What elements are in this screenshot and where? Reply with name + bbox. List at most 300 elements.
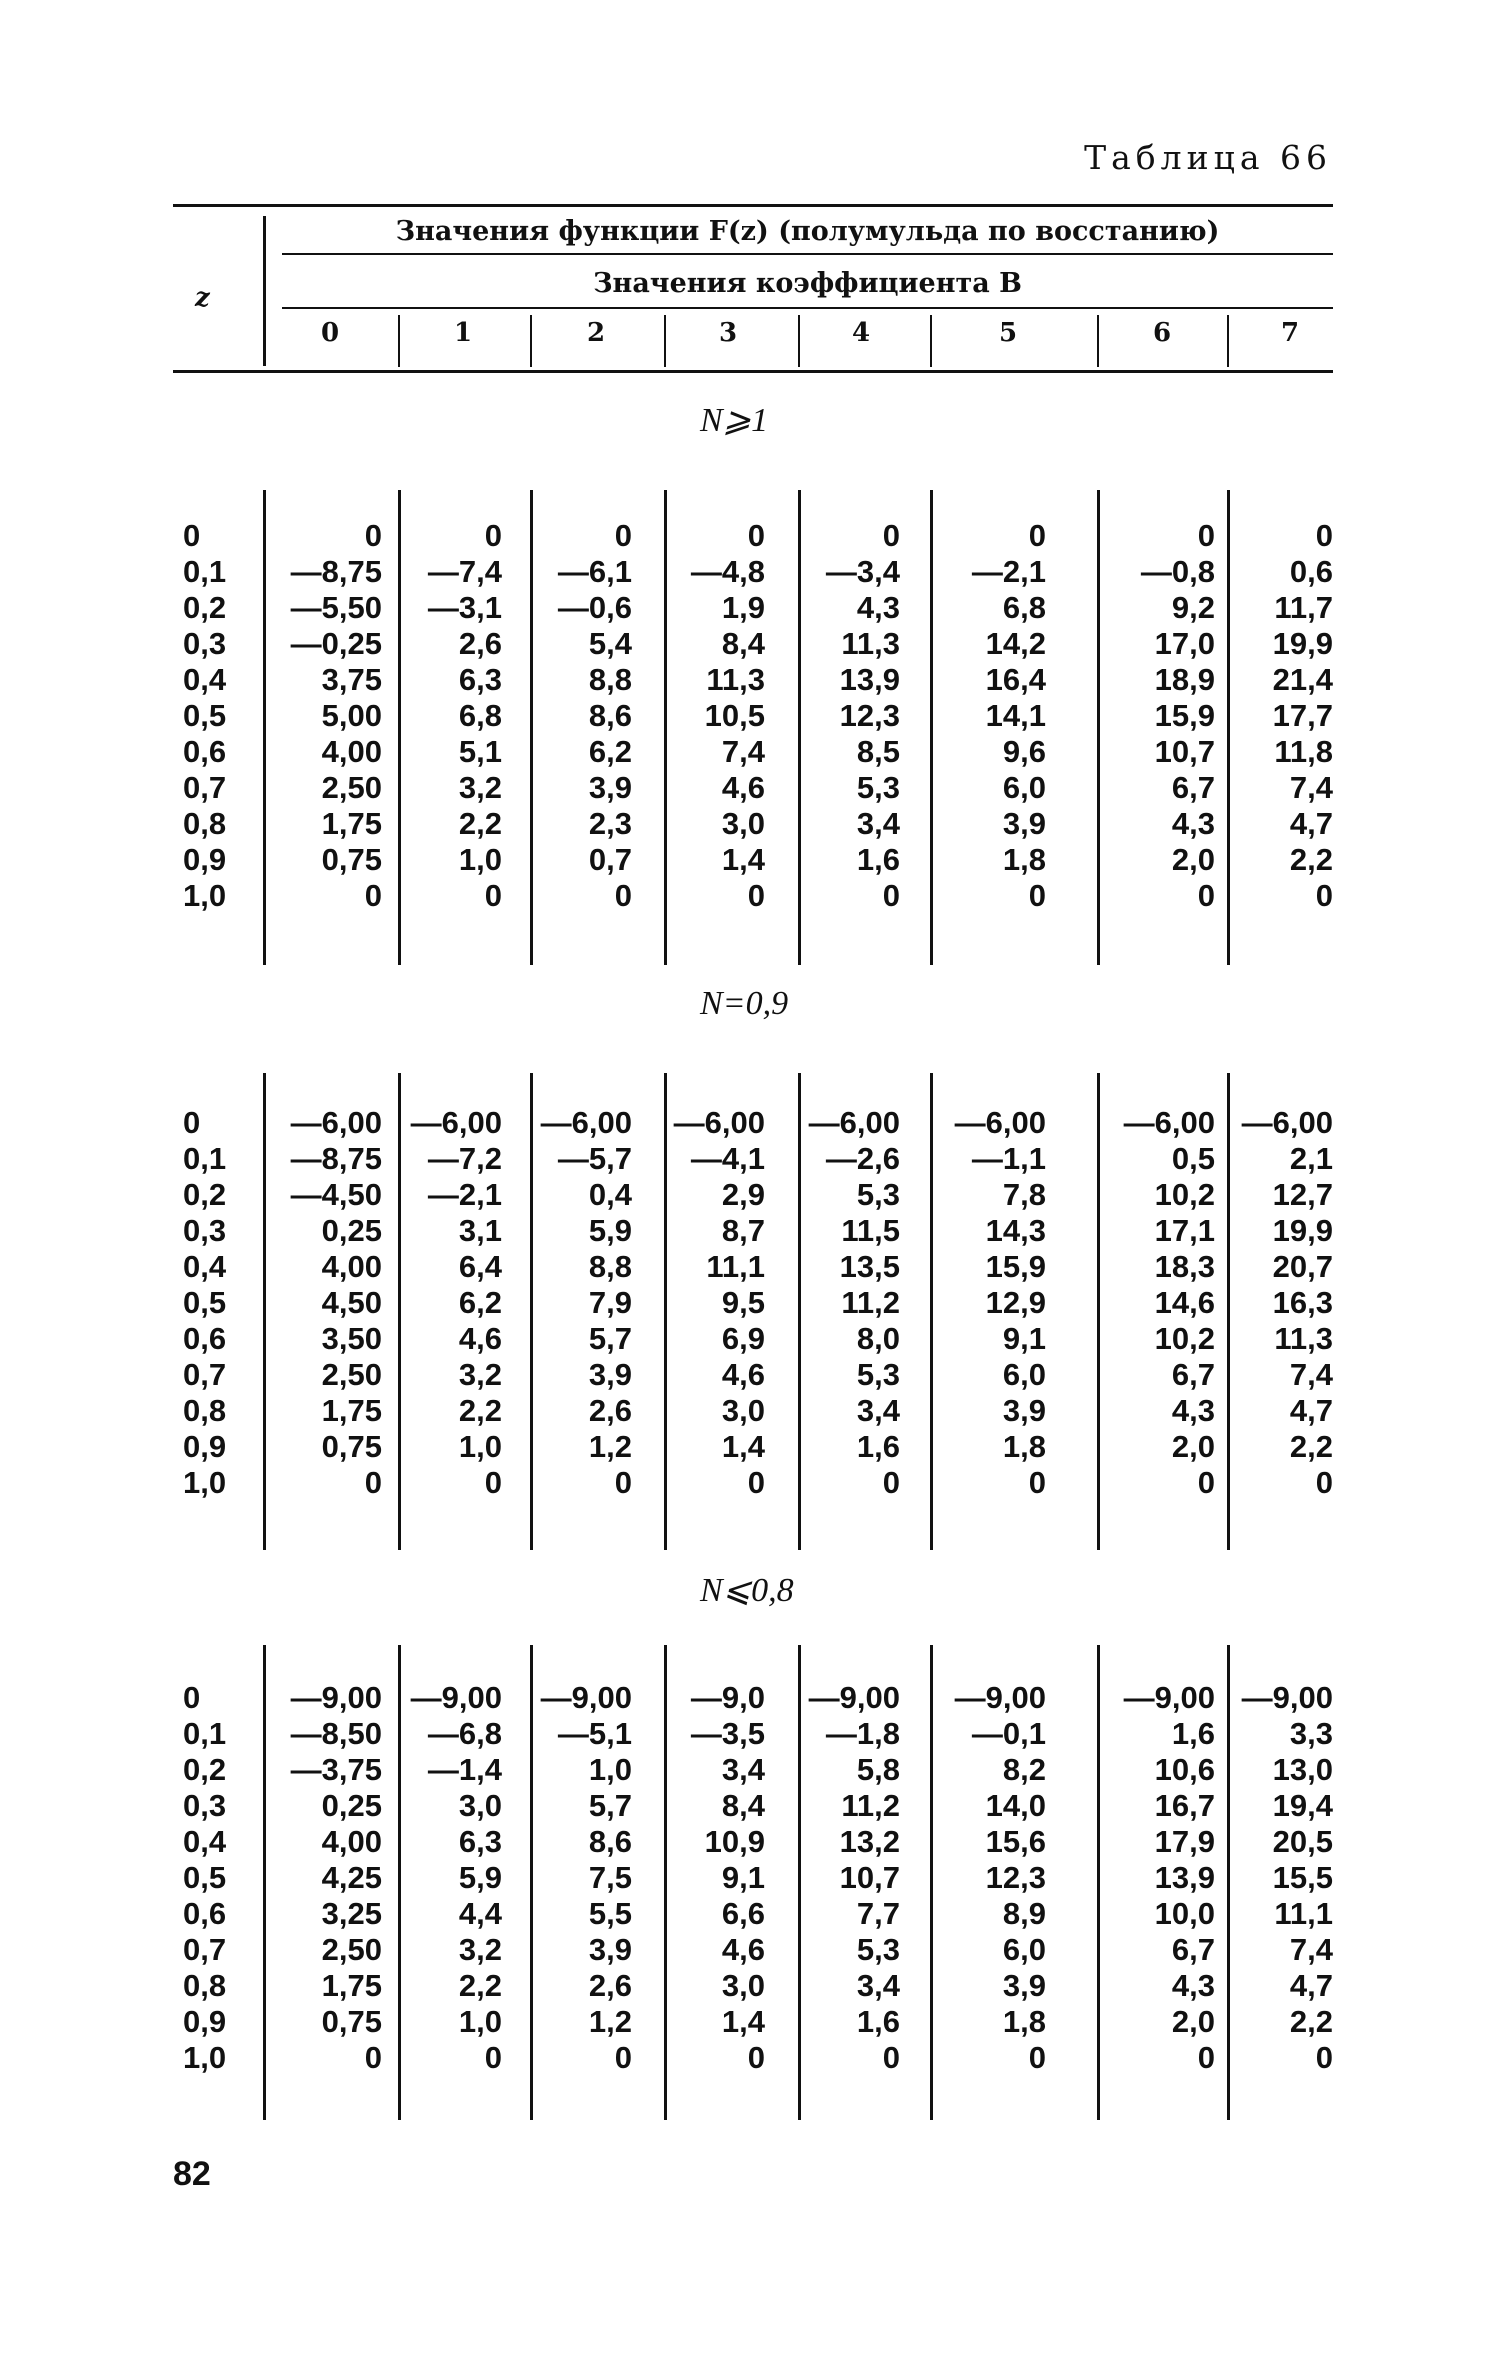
table-cell: 8,6 — [588, 1824, 632, 1859]
table-cell: 17,1 — [1154, 1213, 1215, 1248]
table-cell: 6,6 — [721, 1896, 765, 1931]
table-cell: 7,8 — [1002, 1177, 1046, 1212]
table-cell: 14,0 — [985, 1788, 1046, 1823]
z-cell: 0,2 — [183, 1752, 227, 1787]
table-cell: 13,0 — [1272, 1752, 1333, 1787]
table-cell: 6,4 — [458, 1249, 502, 1284]
value-column-6 — [1090, 518, 1215, 914]
table-cell: 0,6 — [1289, 554, 1333, 589]
table-cell: 3,9 — [588, 1357, 632, 1392]
table-cell: 7,9 — [588, 1285, 632, 1320]
table-cell: 7,4 — [1289, 770, 1333, 805]
table-cell: 3,9 — [1002, 806, 1046, 841]
table-cell: 0 — [1197, 2040, 1215, 2075]
table-cell: 0 — [1315, 1465, 1333, 1500]
column-header-divider — [664, 315, 666, 367]
z-cell: 0 — [183, 518, 201, 553]
value-column-6 — [1090, 1680, 1215, 2076]
table-cell: 11,3 — [841, 626, 900, 661]
table-cell: 12,3 — [839, 698, 900, 733]
table-cell: —8,75 — [290, 554, 382, 589]
table-cell: —9,00 — [954, 1680, 1046, 1715]
value-column-7 — [1208, 518, 1333, 914]
table-cell: 7,5 — [588, 1860, 632, 1895]
table-cell: 1,9 — [721, 590, 765, 625]
table-cell: 0,75 — [321, 842, 382, 877]
table-cell: 2,6 — [458, 626, 502, 661]
table-cell: —9,00 — [540, 1680, 632, 1715]
table-cell: 15,6 — [985, 1824, 1046, 1859]
table-cell: 0 — [484, 1465, 502, 1500]
table-cell: 0,25 — [321, 1788, 382, 1823]
value-column-0 — [257, 1105, 382, 1501]
table-cell: 16,3 — [1272, 1285, 1333, 1320]
table-cell: —0,8 — [1140, 554, 1215, 589]
table-cell: 8,0 — [856, 1321, 900, 1356]
table-label: Таблица 66 — [1084, 138, 1332, 177]
z-cell: 0,7 — [183, 1357, 227, 1392]
z-cell: 0,2 — [183, 1177, 227, 1212]
table-cell: 11,3 — [706, 662, 765, 697]
table-cell: 4,00 — [321, 1824, 382, 1859]
table-cell: 0 — [1028, 2040, 1046, 2075]
column-header-divider — [530, 315, 532, 367]
table-cell: 0 — [364, 2040, 382, 2075]
table-cell: 1,75 — [321, 1968, 382, 2003]
table-cell: 8,8 — [588, 1249, 632, 1284]
value-column-0 — [257, 518, 382, 914]
table-cell: 3,3 — [1289, 1716, 1333, 1751]
table-cell: 3,9 — [1002, 1968, 1046, 2003]
table-cell: —6,00 — [1241, 1105, 1333, 1140]
column-header-7: 7 — [1280, 318, 1300, 348]
table-cell: 0 — [747, 878, 765, 913]
table-cell: 0 — [882, 2040, 900, 2075]
section-title: N⩽0,8 — [700, 1572, 794, 1609]
z-cell: 0,5 — [183, 1860, 227, 1895]
table-cell: 20,5 — [1272, 1824, 1333, 1859]
table-cell: —6,00 — [1123, 1105, 1215, 1140]
z-cell: 0,1 — [183, 1141, 227, 1176]
table-cell: 10,7 — [839, 1860, 900, 1895]
table-cell: 3,4 — [721, 1752, 765, 1787]
table-cell: 1,2 — [588, 1429, 632, 1464]
column-header-divider — [798, 315, 800, 367]
table-cell: 9,5 — [721, 1285, 765, 1320]
table-cell: 4,00 — [321, 1249, 382, 1284]
value-column-4 — [775, 1105, 900, 1501]
table-cell: 0,75 — [321, 1429, 382, 1464]
header-z-divider — [263, 216, 266, 366]
value-column-1 — [377, 518, 502, 914]
z-cell: 0,6 — [183, 1896, 227, 1931]
table-cell: 17,7 — [1272, 698, 1333, 733]
table-cell: 1,75 — [321, 1393, 382, 1428]
z-column — [183, 518, 226, 914]
table-cell: 6,3 — [458, 662, 502, 697]
value-column-6 — [1090, 1105, 1215, 1501]
table-cell: 0 — [1315, 518, 1333, 553]
column-header-6: 6 — [1152, 318, 1172, 348]
table-cell: 14,6 — [1154, 1285, 1215, 1320]
table-cell: 6,0 — [1002, 1357, 1046, 1392]
table-cell: 2,9 — [721, 1177, 765, 1212]
table-cell: 0 — [614, 518, 632, 553]
table-cell: —5,50 — [290, 590, 382, 625]
table-cell: 0 — [484, 518, 502, 553]
table-cell: 8,4 — [721, 1788, 765, 1823]
table-cell: 4,7 — [1289, 806, 1333, 841]
table-cell: 2,6 — [588, 1393, 632, 1428]
page-number: 82 — [173, 2155, 211, 2193]
z-cell: 1,0 — [183, 1465, 227, 1500]
table-cell: 18,3 — [1154, 1249, 1215, 1284]
table-cell: 11,3 — [1274, 1321, 1333, 1356]
table-cell: 1,6 — [856, 1429, 900, 1464]
table-cell: 11,2 — [841, 1788, 900, 1823]
table-cell: 19,9 — [1272, 626, 1333, 661]
table-cell: 4,6 — [721, 770, 765, 805]
table-cell: 2,2 — [1289, 2004, 1333, 2039]
table-cell: —6,00 — [540, 1105, 632, 1140]
value-column-3 — [640, 518, 765, 914]
table-cell: 4,4 — [458, 1896, 502, 1931]
table-cell: —6,00 — [808, 1105, 900, 1140]
table-cell: 11,2 — [841, 1285, 900, 1320]
table-cell: 6,7 — [1171, 770, 1215, 805]
table-cell: 1,0 — [588, 1752, 632, 1787]
table-cell: 18,9 — [1154, 662, 1215, 697]
table-cell: 21,4 — [1272, 662, 1333, 697]
table-cell: 3,4 — [856, 806, 900, 841]
table-cell: —1,8 — [825, 1716, 900, 1751]
table-cell: —6,1 — [557, 554, 632, 589]
z-cell: 0,3 — [183, 626, 227, 661]
table-cell: 17,9 — [1154, 1824, 1215, 1859]
table-cell: 14,1 — [985, 698, 1046, 733]
table-cell: 1,8 — [1002, 842, 1046, 877]
table-cell: 19,4 — [1272, 1788, 1333, 1823]
table-cell: 5,9 — [458, 1860, 502, 1895]
z-cell: 0,5 — [183, 698, 227, 733]
z-cell: 1,0 — [183, 2040, 227, 2075]
table-cell: 3,75 — [321, 662, 382, 697]
table-cell: 0,7 — [588, 842, 632, 877]
function-title: Значения функции F(z) (полумульда по восстанию) — [395, 216, 1220, 247]
table-cell: 0 — [747, 2040, 765, 2075]
table-cell: 1,75 — [321, 806, 382, 841]
table-cell: 3,0 — [721, 1968, 765, 2003]
table-cell: —9,0 — [690, 1680, 765, 1715]
coefficient-title: Значения коэффициента B — [593, 268, 1022, 299]
table-cell: 14,2 — [985, 626, 1046, 661]
value-column-2 — [507, 518, 632, 914]
table-cell: —6,00 — [410, 1105, 502, 1140]
z-column-header: z — [195, 283, 210, 313]
table-cell: 0 — [614, 2040, 632, 2075]
header-bottom-rule — [173, 370, 1333, 373]
z-cell: 0,8 — [183, 1393, 227, 1428]
table-cell: 0 — [484, 2040, 502, 2075]
z-cell: 0,8 — [183, 1968, 227, 2003]
table-cell: 1,4 — [721, 1429, 765, 1464]
z-cell: 0 — [183, 1680, 201, 1715]
table-cell: 9,2 — [1171, 590, 1215, 625]
table-cell: 19,9 — [1272, 1213, 1333, 1248]
table-cell: 11,1 — [706, 1249, 765, 1284]
table-cell: —1,4 — [427, 1752, 502, 1787]
table-cell: 6,7 — [1171, 1357, 1215, 1392]
column-header-2: 2 — [586, 318, 606, 348]
value-column-7 — [1208, 1680, 1333, 2076]
table-cell: —8,50 — [290, 1716, 382, 1751]
table-cell: 3,9 — [588, 1932, 632, 1967]
table-cell: 4,6 — [721, 1932, 765, 1967]
table-cell: 0 — [484, 878, 502, 913]
table-cell: 6,3 — [458, 1824, 502, 1859]
value-column-4 — [775, 1680, 900, 2076]
z-cell: 0,4 — [183, 1249, 227, 1284]
table-cell: 3,9 — [1002, 1393, 1046, 1428]
z-cell: 0,9 — [183, 2004, 227, 2039]
table-cell: 8,7 — [721, 1213, 765, 1248]
table-cell: 0 — [882, 1465, 900, 1500]
header-sub-rule — [282, 307, 1333, 309]
z-cell: 0,5 — [183, 1285, 227, 1320]
table-cell: 8,8 — [588, 662, 632, 697]
column-header-divider — [930, 315, 932, 367]
z-cell: 0,7 — [183, 1932, 227, 1967]
value-column-0 — [257, 1680, 382, 2076]
table-cell: 5,3 — [856, 1932, 900, 1967]
table-cell: 20,7 — [1272, 1249, 1333, 1284]
table-cell: —9,00 — [1241, 1680, 1333, 1715]
table-cell: 2,50 — [321, 1932, 382, 1967]
table-cell: 3,4 — [856, 1968, 900, 2003]
table-cell: 1,6 — [856, 842, 900, 877]
table-cell: —5,1 — [557, 1716, 632, 1751]
table-cell: 3,50 — [321, 1321, 382, 1356]
table-cell: 5,00 — [321, 698, 382, 733]
table-cell: 9,6 — [1002, 734, 1046, 769]
table-cell: 1,0 — [458, 842, 502, 877]
table-cell: 4,25 — [321, 1860, 382, 1895]
z-cell: 0,3 — [183, 1788, 227, 1823]
table-cell: 4,3 — [1171, 806, 1215, 841]
table-cell: 6,9 — [721, 1321, 765, 1356]
table-cell: 15,9 — [985, 1249, 1046, 1284]
table-cell: 2,0 — [1171, 2004, 1215, 2039]
table-cell: 4,6 — [458, 1321, 502, 1356]
table-cell: 4,7 — [1289, 1968, 1333, 2003]
table-cell: 5,7 — [588, 1788, 632, 1823]
value-column-2 — [507, 1680, 632, 2076]
z-column — [183, 1680, 226, 2076]
table-cell: 3,0 — [458, 1788, 502, 1823]
table-cell: —6,00 — [290, 1105, 382, 1140]
table-cell: 6,0 — [1002, 770, 1046, 805]
table-cell: 13,9 — [1154, 1860, 1215, 1895]
column-header-0: 0 — [320, 318, 340, 348]
z-cell: 0,4 — [183, 662, 227, 697]
table-cell: 7,7 — [856, 1896, 900, 1931]
table-cell: —0,1 — [971, 1716, 1046, 1751]
table-cell: —7,4 — [427, 554, 502, 589]
table-cell: 4,3 — [856, 590, 900, 625]
table-cell: 7,4 — [721, 734, 765, 769]
table-cell: —6,00 — [673, 1105, 765, 1140]
table-cell: —4,1 — [690, 1141, 765, 1176]
table-cell: 0 — [364, 878, 382, 913]
table-cell: 10,9 — [704, 1824, 765, 1859]
value-column-1 — [377, 1680, 502, 2076]
value-column-5 — [921, 518, 1046, 914]
table-cell: —5,7 — [557, 1141, 632, 1176]
table-cell: 10,5 — [704, 698, 765, 733]
table-cell: 16,7 — [1154, 1788, 1215, 1823]
table-cell: 11,1 — [1274, 1896, 1333, 1931]
table-cell: 9,1 — [721, 1860, 765, 1895]
table-cell: 16,4 — [985, 662, 1046, 697]
table-cell: 1,0 — [458, 1429, 502, 1464]
value-column-3 — [640, 1105, 765, 1501]
column-header-divider — [1227, 315, 1229, 367]
table-cell: 11,7 — [1274, 590, 1333, 625]
table-cell: —4,50 — [290, 1177, 382, 1212]
table-cell: 2,2 — [1289, 1429, 1333, 1464]
table-cell: 3,0 — [721, 1393, 765, 1428]
z-cell: 0,9 — [183, 1429, 227, 1464]
table-cell: 2,0 — [1171, 1429, 1215, 1464]
table-cell: 6,7 — [1171, 1932, 1215, 1967]
value-column-5 — [921, 1105, 1046, 1501]
header-mid-rule — [282, 253, 1333, 255]
table-cell: —8,75 — [290, 1141, 382, 1176]
table-cell: 2,50 — [321, 770, 382, 805]
table-cell: 2,0 — [1171, 842, 1215, 877]
table-cell: 3,1 — [458, 1213, 502, 1248]
table-cell: 3,9 — [588, 770, 632, 805]
table-cell: —0,6 — [557, 590, 632, 625]
table-cell: —3,4 — [825, 554, 900, 589]
table-cell: 4,50 — [321, 1285, 382, 1320]
table-cell: 2,1 — [1289, 1141, 1333, 1176]
table-cell: —0,25 — [290, 626, 382, 661]
table-cell: 5,8 — [856, 1752, 900, 1787]
z-cell: 0,4 — [183, 1824, 227, 1859]
table-cell: 4,3 — [1171, 1968, 1215, 2003]
value-column-7 — [1208, 1105, 1333, 1501]
table-cell: 2,3 — [588, 806, 632, 841]
column-header-4: 4 — [851, 318, 871, 348]
z-cell: 0,1 — [183, 1716, 227, 1751]
table-cell: 8,9 — [1002, 1896, 1046, 1931]
table-cell: 2,6 — [588, 1968, 632, 2003]
table-cell: 0 — [1315, 878, 1333, 913]
table-cell: 6,8 — [458, 698, 502, 733]
table-cell: 3,4 — [856, 1393, 900, 1428]
table-cell: —3,75 — [290, 1752, 382, 1787]
table-cell: 5,3 — [856, 1177, 900, 1212]
table-cell: 0 — [1028, 878, 1046, 913]
table-cell: 5,3 — [856, 770, 900, 805]
table-cell: 13,5 — [839, 1249, 900, 1284]
z-cell: 0,1 — [183, 554, 227, 589]
table-cell: 7,4 — [1289, 1932, 1333, 1967]
table-cell: 1,4 — [721, 2004, 765, 2039]
table-cell: 0 — [747, 518, 765, 553]
table-cell: 3,2 — [458, 770, 502, 805]
table-cell: 0 — [614, 878, 632, 913]
table-cell: 1,8 — [1002, 2004, 1046, 2039]
column-header-5: 5 — [998, 318, 1018, 348]
header-top-rule — [173, 204, 1333, 207]
table-cell: 1,6 — [1171, 1716, 1215, 1751]
table-cell: —2,1 — [971, 554, 1046, 589]
column-header-1: 1 — [453, 318, 473, 348]
table-cell: 7,4 — [1289, 1357, 1333, 1392]
table-cell: 1,2 — [588, 2004, 632, 2039]
table-cell: 13,2 — [839, 1824, 900, 1859]
table-cell: 3,25 — [321, 1896, 382, 1931]
table-cell: 5,3 — [856, 1357, 900, 1392]
table-cell: 10,7 — [1154, 734, 1215, 769]
table-cell: 0,4 — [588, 1177, 632, 1212]
table-cell: 11,5 — [841, 1213, 900, 1248]
table-cell: 6,8 — [1002, 590, 1046, 625]
z-cell: 0,3 — [183, 1213, 227, 1248]
table-cell: 6,2 — [588, 734, 632, 769]
table-cell: —9,00 — [290, 1680, 382, 1715]
table-cell: 5,9 — [588, 1213, 632, 1248]
table-cell: 0,5 — [1171, 1141, 1215, 1176]
table-cell: 2,50 — [321, 1357, 382, 1392]
table-cell: 3,2 — [458, 1932, 502, 1967]
table-cell: 1,8 — [1002, 1429, 1046, 1464]
table-cell: 6,0 — [1002, 1932, 1046, 1967]
table-cell: 10,6 — [1154, 1752, 1215, 1787]
table-cell: 0,25 — [321, 1213, 382, 1248]
table-cell: 3,0 — [721, 806, 765, 841]
table-cell: —9,00 — [1123, 1680, 1215, 1715]
table-cell: 12,3 — [985, 1860, 1046, 1895]
table-cell: 0 — [364, 518, 382, 553]
table-cell: 8,2 — [1002, 1752, 1046, 1787]
table-cell: 0 — [1028, 518, 1046, 553]
table-cell: 0 — [882, 518, 900, 553]
table-cell: 8,5 — [856, 734, 900, 769]
table-cell: —9,00 — [410, 1680, 502, 1715]
table-cell: 0 — [1315, 2040, 1333, 2075]
z-cell: 0,6 — [183, 1321, 227, 1356]
table-cell: —6,8 — [427, 1716, 502, 1751]
table-cell: 2,2 — [1289, 842, 1333, 877]
table-cell: 5,4 — [588, 626, 632, 661]
table-cell: —3,1 — [427, 590, 502, 625]
table-cell: 15,5 — [1272, 1860, 1333, 1895]
table-cell: 3,2 — [458, 1357, 502, 1392]
table-cell: 1,0 — [458, 2004, 502, 2039]
value-column-5 — [921, 1680, 1046, 2076]
section-title: N⩾1 — [700, 402, 769, 439]
table-cell: 0 — [364, 1465, 382, 1500]
table-cell: —2,6 — [825, 1141, 900, 1176]
table-cell: 14,3 — [985, 1213, 1046, 1248]
table-cell: 2,2 — [458, 1393, 502, 1428]
table-cell: —1,1 — [971, 1141, 1046, 1176]
z-cell: 0,9 — [183, 842, 227, 877]
table-cell: 4,3 — [1171, 1393, 1215, 1428]
